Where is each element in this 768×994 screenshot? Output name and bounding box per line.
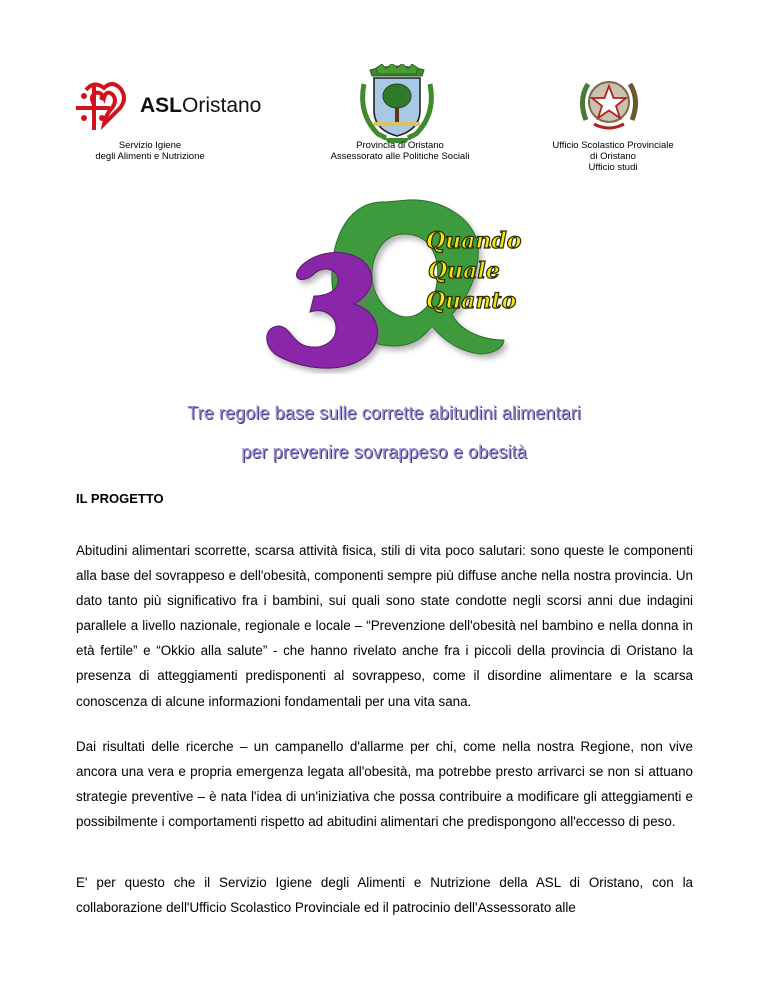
asl-oristano-emblem-icon [72,78,132,138]
asl-caption-line1: Servizio Igiene [118,140,182,151]
provincia-caption [310,140,490,162]
provincia-caption-line2: Assessorato alle Politiche Sociali [330,151,470,162]
body-paragraph: Abitudini alimentari scorrette, scarsa attività fisica, stili di vita poco salutari: sono queste le componenti alla base del sovrappeso e dell'obesità, componenti sempre più diffuse anche nella nostra provincia. Un dato tanto più significativo fra i bambini, sui quali sono state condotte negli scorsi anni due indagini parallele a livello nazionale, regionale e locale – “Prevenzione dell'obesità nel bambino e nella donna in età fertile” e “Okkio alla salute” - che hanno rivelato anche fra i piccoli della provincia di Oristano la presenza di atteggiamenti predisponenti al sovrappeso, come il disordine alimentare e la scarsa conoscenza di alcune informazioni fondamentali per una vita sana. [76,543,693,709]
3q-quando-quale-quanto-logo [258,196,538,374]
document-title-line1: Tre regole base sulle corrette abitudini alimentari [187,403,581,423]
purple-3-shape [267,253,378,369]
ufficio-caption-line1: Ufficio Scolastico Provinciale [552,140,674,151]
asl-oristano-wordmark: ASLOristano [140,94,262,117]
provincia-coat-of-arms-icon [356,64,438,144]
body-paragraph: Dai risultati delle ricerche – un campanello d'allarme per chi, come nella nostra Regione, non vive ancora una vera e propria emergenza legata all'obesità, ma potrebbe presto arrivarci se non si attuano strategie preventive – è nata l'idea di un'iniziativa che possa contribuire a modificare gli atteggiamenti e possibilmente i comportamenti rispetto ad abitudini alimentari che predispongono all'eccesso di peso. [76,739,693,830]
logo-word-quando: Quando [426,228,522,254]
provincia-caption-line1: Provincia di Oristano [356,140,444,151]
ufficio-caption-line2: di Oristano [590,151,636,162]
italian-republic-emblem-icon [576,70,642,136]
body-paragraph: E' per questo che il Servizio Igiene degli Alimenti e Nutrizione della ASL di Oristano, con la collaborazione dell'Ufficio Scolastico Provinciale ed il patrocinio dell'Assessorato alle [76,875,693,916]
ufficio-caption [528,140,698,173]
logo-word-quale: Quale [428,258,500,284]
section-heading: IL PROGETTO [76,491,164,506]
ufficio-caption-line3: Ufficio studi [588,162,638,173]
logo-word-quanto: Quanto [426,288,517,314]
document-title-line2: per prevenire sovrappeso e obesità [241,442,527,462]
asl-caption-line2: degli Alimenti e Nutrizione [95,151,205,162]
asl-caption [60,140,240,162]
